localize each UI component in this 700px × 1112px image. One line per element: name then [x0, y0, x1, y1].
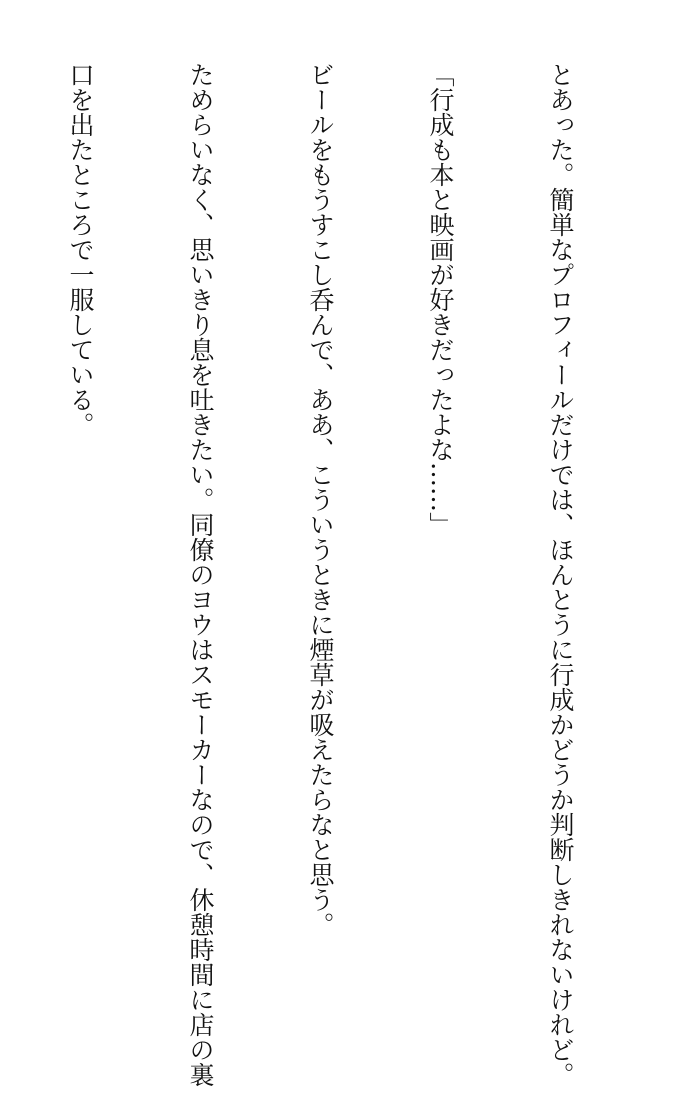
text-line: ビールをもうすこし呑んで、ああ、こういうときに煙草が吸えたらなと思う。	[306, 62, 335, 937]
text-line: 口を出たところで一服している。	[66, 62, 95, 437]
vertical-text-block	[0, 62, 660, 1087]
text-line: とあった。簡単なプロフィールだけでは、ほんとうに行成かどうか判断しきれないけれど。	[546, 62, 575, 1087]
text-line: 「行成も本と映画が好きだったよな……」	[426, 62, 455, 537]
text-line: ためらいなく、思いきり息を吐きたい。同僚のヨウはスモーカーなので、休憩時間に店の裏	[186, 62, 215, 1087]
